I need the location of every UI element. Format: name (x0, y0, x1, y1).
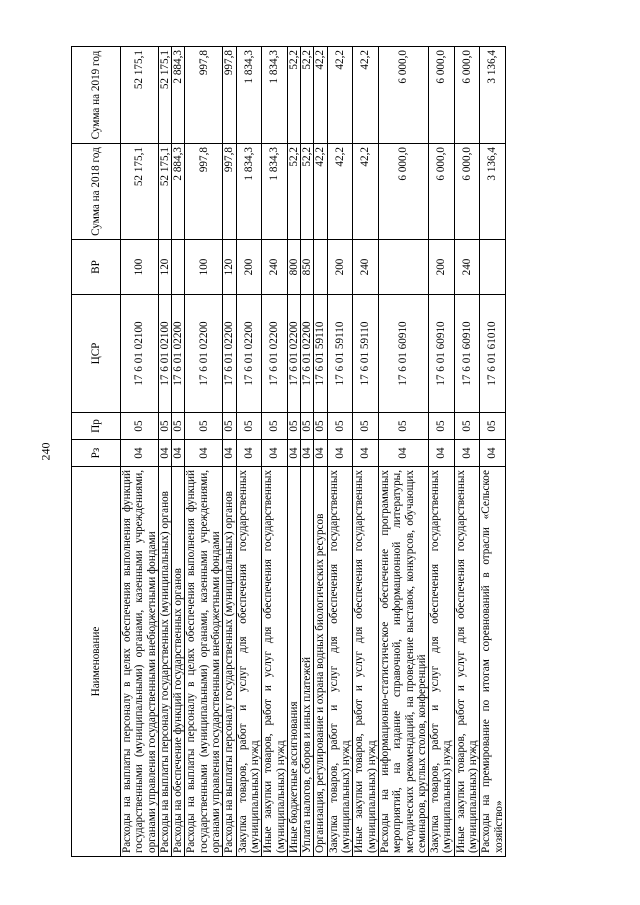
row-vr: 850 (301, 240, 314, 295)
row-sum-2018: 6 000,0 (429, 144, 455, 240)
row-name: Расходы на выплаты персоналу в целях обеспечения выполнения функций государственными (муниципальными) органами, казенными учреждениями, органами управления государственными внебюджетными фондами (185, 467, 223, 857)
row-name: Иные бюджетные ассигнования (287, 467, 300, 857)
row-sum-2018: 2 884,3 (172, 144, 185, 240)
row-csr: 17 6 01 02200 (301, 295, 314, 413)
table-row (429, 47, 455, 857)
row-name: Расходы на выплаты персоналу государственных (муниципальных) органов (223, 467, 236, 857)
row-csr: 17 6 01 60910 (429, 295, 455, 413)
table-row (223, 47, 236, 857)
row-sum-2018: 42,2 (314, 144, 327, 240)
table-row (287, 47, 300, 857)
row-csr: 17 6 01 02100 (121, 295, 159, 413)
row-rz: 04 (429, 440, 455, 467)
row-rz: 04 (480, 440, 506, 467)
row-sum-2018: 1 834,3 (236, 144, 262, 240)
page-number: 240 (38, 442, 53, 461)
row-pr: 05 (301, 413, 314, 440)
row-name: Расходы на обеспечение функций государственных органов (172, 467, 185, 857)
row-rz: 04 (314, 440, 327, 467)
row-pr: 05 (223, 413, 236, 440)
row-name: Расходы на выплаты персоналу государственных (муниципальных) органов (158, 467, 171, 857)
row-vr: 200 (236, 240, 262, 295)
row-sum-2019: 42,2 (327, 47, 353, 144)
table-row (172, 47, 185, 857)
row-rz: 04 (378, 440, 428, 467)
table-row (185, 47, 223, 857)
row-sum-2019: 52 175,1 (121, 47, 159, 144)
row-name: Расходы на премирование по итогам соревнований в отрасли «Сельское хозяйство» (480, 467, 506, 857)
row-vr (480, 240, 506, 295)
row-sum-2019: 52,2 (301, 47, 314, 144)
header-rz: Рз (72, 440, 121, 467)
row-sum-2019: 52 175,1 (158, 47, 171, 144)
row-sum-2018: 52,2 (287, 144, 300, 240)
row-vr (172, 240, 185, 295)
budget-table (71, 46, 506, 857)
header-name: Наименование (72, 467, 121, 857)
row-name: Закупка товаров, работ и услуг для обеспечения государственных (муниципальных) нужд (429, 467, 455, 857)
row-pr: 05 (378, 413, 428, 440)
row-pr: 05 (236, 413, 262, 440)
row-sum-2019: 3 136,4 (480, 47, 506, 144)
row-pr: 05 (158, 413, 171, 440)
row-sum-2019: 997,8 (223, 47, 236, 144)
table-row (327, 47, 353, 857)
table-header-row (72, 47, 121, 857)
row-csr: 17 6 01 02200 (185, 295, 223, 413)
table-row (262, 47, 288, 857)
row-pr: 05 (327, 413, 353, 440)
row-name: Расходы на информационно-статистическое обеспечение программных мероприятий, на издание справочной, информационной литературы, методических рекомендаций, на проведение выставок, конкурсов, обучающих семинаров, круглых столов, конференций (378, 467, 428, 857)
row-sum-2019: 1 834,3 (236, 47, 262, 144)
row-pr: 05 (172, 413, 185, 440)
row-rz: 04 (454, 440, 480, 467)
header-sum-2018: Сумма на 2018 год (72, 144, 121, 240)
row-rz: 04 (172, 440, 185, 467)
row-sum-2018: 6 000,0 (454, 144, 480, 240)
row-csr: 17 6 01 02200 (223, 295, 236, 413)
row-csr: 17 6 01 02200 (262, 295, 288, 413)
header-pr: Пр (72, 413, 121, 440)
row-sum-2018: 42,2 (353, 144, 379, 240)
row-rz: 04 (327, 440, 353, 467)
row-pr: 05 (121, 413, 159, 440)
header-sum-2019: Сумма на 2019 год (72, 47, 121, 144)
row-name: Организация, регулирование и охрана водных биологических ресурсов (314, 467, 327, 857)
row-rz: 04 (262, 440, 288, 467)
row-vr (378, 240, 428, 295)
row-name: Расходы на выплаты персоналу в целях обеспечения выполнения функций государственными (муниципальными) органами, казенными учреждениями, органами управления государственными внебюджетными фондами (121, 467, 159, 857)
row-rz: 04 (121, 440, 159, 467)
row-sum-2019: 52,2 (287, 47, 300, 144)
table-row (158, 47, 171, 857)
row-sum-2019: 997,8 (185, 47, 223, 144)
table-row (314, 47, 327, 857)
row-rz: 04 (353, 440, 379, 467)
row-csr: 17 6 01 59110 (353, 295, 379, 413)
row-rz: 04 (223, 440, 236, 467)
row-vr: 120 (158, 240, 171, 295)
row-csr: 17 6 01 02200 (287, 295, 300, 413)
row-pr: 05 (480, 413, 506, 440)
row-sum-2018: 997,8 (185, 144, 223, 240)
row-pr: 05 (454, 413, 480, 440)
row-pr: 05 (185, 413, 223, 440)
row-csr: 17 6 01 02100 (158, 295, 171, 413)
row-rz: 04 (236, 440, 262, 467)
row-name: Иные закупки товаров, работ и услуг для обеспечения государственных (муниципальных) нужд (262, 467, 288, 857)
row-csr: 17 6 01 59110 (314, 295, 327, 413)
row-sum-2019: 42,2 (353, 47, 379, 144)
table-row (454, 47, 480, 857)
budget-table-sheet (71, 47, 569, 857)
table-row (121, 47, 159, 857)
row-pr: 05 (353, 413, 379, 440)
row-vr: 240 (353, 240, 379, 295)
row-sum-2019: 1 834,3 (262, 47, 288, 144)
row-sum-2019: 6 000,0 (454, 47, 480, 144)
row-rz: 04 (287, 440, 300, 467)
header-vr: ВР (72, 240, 121, 295)
row-vr: 240 (454, 240, 480, 295)
row-pr: 05 (314, 413, 327, 440)
row-sum-2019: 2 884,3 (172, 47, 185, 144)
row-sum-2018: 1 834,3 (262, 144, 288, 240)
table-row (236, 47, 262, 857)
table-row (480, 47, 506, 857)
row-rz: 04 (301, 440, 314, 467)
row-sum-2019: 6 000,0 (378, 47, 428, 144)
row-sum-2018: 997,8 (223, 144, 236, 240)
row-sum-2019: 6 000,0 (429, 47, 455, 144)
row-pr: 05 (262, 413, 288, 440)
row-csr: 17 6 01 02200 (172, 295, 185, 413)
row-sum-2018: 42,2 (327, 144, 353, 240)
row-csr: 17 6 01 60910 (454, 295, 480, 413)
row-vr: 800 (287, 240, 300, 295)
row-sum-2018: 52 175,1 (158, 144, 171, 240)
row-vr: 100 (121, 240, 159, 295)
row-sum-2019: 42,2 (314, 47, 327, 144)
table-row (301, 47, 314, 857)
row-sum-2018: 52,2 (301, 144, 314, 240)
row-vr: 200 (429, 240, 455, 295)
row-vr: 120 (223, 240, 236, 295)
row-vr (314, 240, 327, 295)
row-csr: 17 6 01 02200 (236, 295, 262, 413)
row-sum-2018: 6 000,0 (378, 144, 428, 240)
row-name: Закупка товаров, работ и услуг для обеспечения государственных (муниципальных) нужд (327, 467, 353, 857)
row-pr: 05 (287, 413, 300, 440)
row-sum-2018: 52 175,1 (121, 144, 159, 240)
row-sum-2018: 3 136,4 (480, 144, 506, 240)
row-rz: 04 (158, 440, 171, 467)
table-row (378, 47, 428, 857)
row-vr: 100 (185, 240, 223, 295)
row-csr: 17 6 01 59110 (327, 295, 353, 413)
row-name: Иные закупки товаров, работ и услуг для обеспечения государственных (муниципальных) нужд (353, 467, 379, 857)
row-vr: 240 (262, 240, 288, 295)
row-name: Уплата налогов, сборов и иных платежей (301, 467, 314, 857)
row-name: Закупка товаров, работ и услуг для обеспечения государственных (муниципальных) нужд (236, 467, 262, 857)
row-vr: 200 (327, 240, 353, 295)
table-row (353, 47, 379, 857)
row-rz: 04 (185, 440, 223, 467)
row-csr: 17 6 01 60910 (378, 295, 428, 413)
row-name: Иные закупки товаров, работ и услуг для обеспечения государственных (муниципальных) нужд (454, 467, 480, 857)
header-csr: ЦСР (72, 295, 121, 413)
row-pr: 05 (429, 413, 455, 440)
row-csr: 17 6 01 61010 (480, 295, 506, 413)
